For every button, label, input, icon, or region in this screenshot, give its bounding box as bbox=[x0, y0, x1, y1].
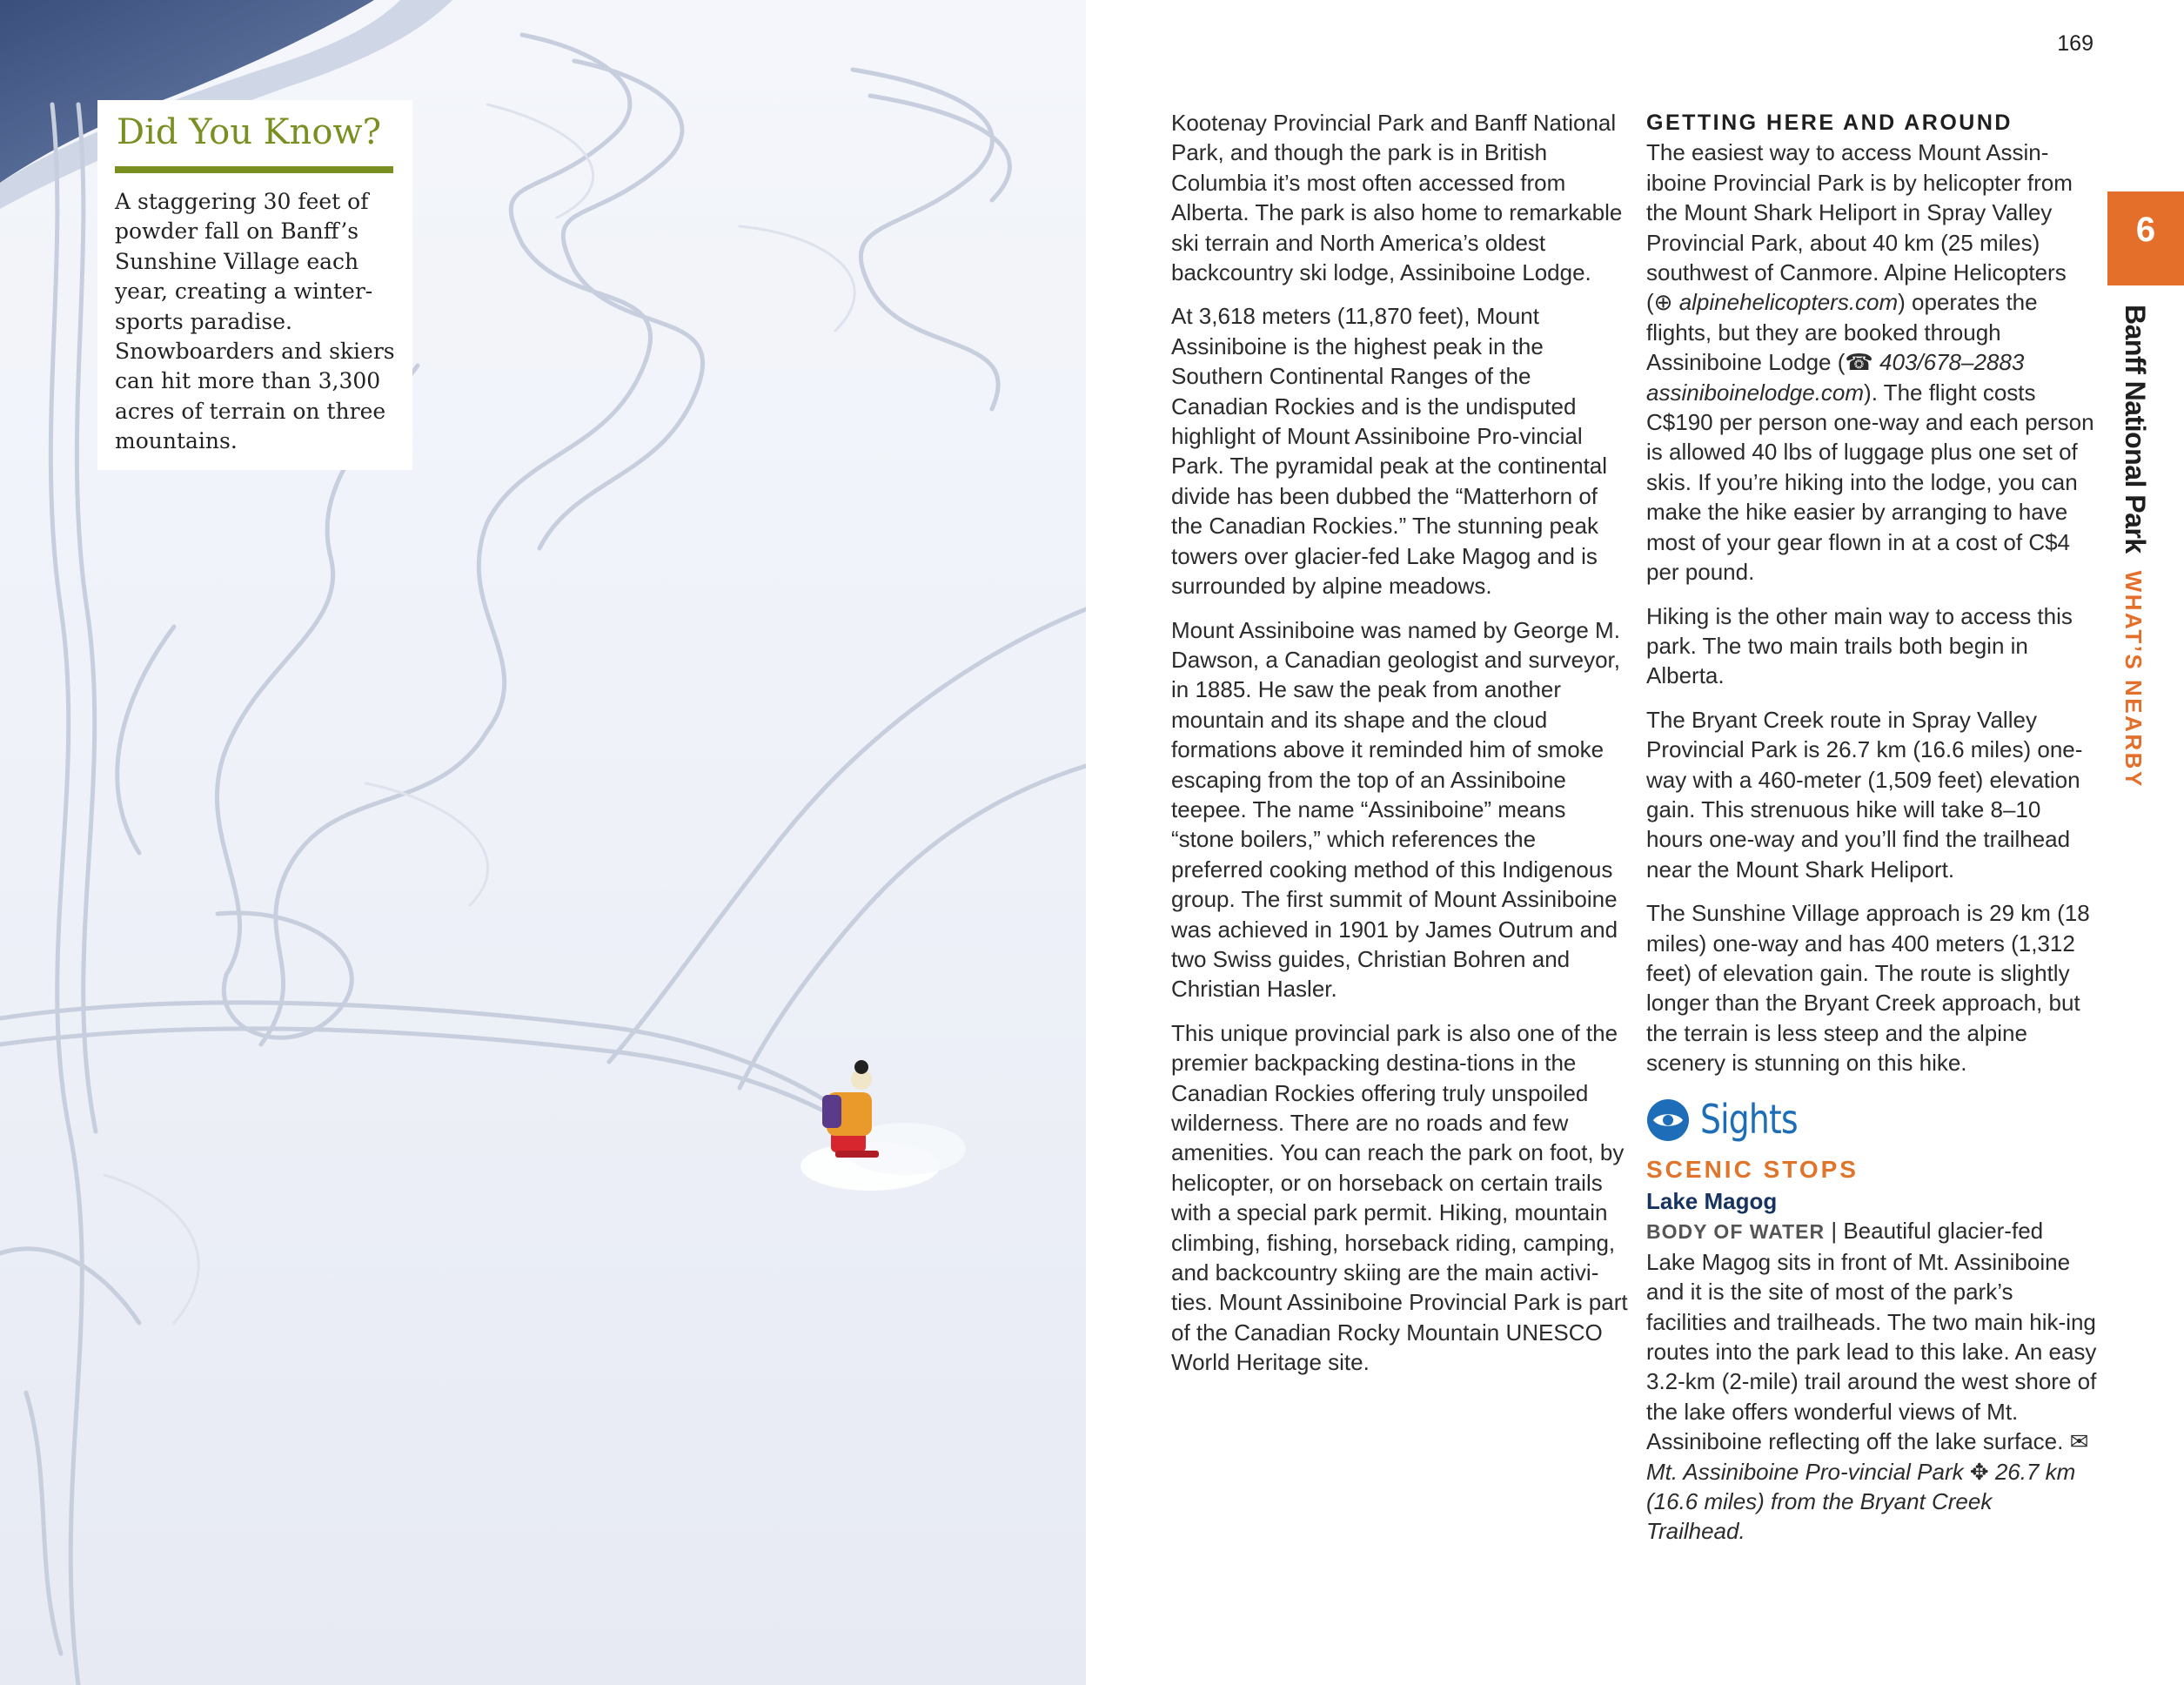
scenic-stops-heading: SCENIC STOPS bbox=[1646, 1155, 1859, 1183]
paragraph bbox=[1646, 138, 2097, 587]
paragraph: Hiking is the other main way to access this park. The two main trails both begin in Alberta. bbox=[1646, 602, 2073, 689]
paragraph-text: ) operates the flights, but they are booked through Assiniboine Lodge ( bbox=[1646, 289, 2038, 376]
paragraph: At 3,618 meters (11,870 feet), Mount Assiniboine is the highest peak in the Southern Continental Ranges of the Canadian Rockies and is the undisputed highlight of Mount Assiniboine Pro-vincial Park. The pyramidal peak at the continental divide has been dubbed the “Matterhorn of the Canadian Rockies.” The stunning peak towers over glacier-fed Lake Magog and is surrounded by alpine meadows. bbox=[1171, 303, 1608, 600]
section-heading: GETTING HERE AND AROUND bbox=[1646, 111, 2013, 135]
sights-heading bbox=[1646, 1092, 2097, 1148]
separator: | bbox=[1825, 1218, 1844, 1245]
running-head-title: Banff National Park bbox=[2120, 305, 2151, 554]
directions-icon: ✥ bbox=[1963, 1458, 1995, 1485]
running-head bbox=[2116, 305, 2156, 789]
chapter-tab bbox=[2107, 191, 2184, 285]
sights-title: Sights bbox=[1700, 1096, 1798, 1144]
paragraph: The Bryant Creek route in Spray Valley Provincial Park is 26.7 km (16.6 miles) one-way with a 460-meter (1,509 feet) elevation gain. This strenuous hike will take 8–10 hours one-way and you’ll find the trailhead near the Mount Shark Heliport. bbox=[1646, 706, 2083, 883]
eye-icon bbox=[1646, 1098, 1690, 1142]
phone-icon: ☎ bbox=[1845, 349, 1879, 376]
paragraph: This unique provincial park is also one of the premier backpacking destina-tions in the Canadian Rockies offering truly unspoiled wilderness. There are no roads and few amenities. You can reach the park on foot, by helicopter, or on horseback on certain trails with a special park permit. Hiking, mountain climbing, fishing, horseback riding, camping, and backcountry skiing are the main activi-ties. Mount Assiniboine Provincial Park is part of the Canadian Rocky Mountain UNESCO World Heritage site. bbox=[1171, 1019, 1628, 1376]
listing-name: Lake Magog bbox=[1646, 1188, 1778, 1214]
text-column-left bbox=[1171, 108, 1632, 1392]
did-you-know-title: Did You Know? bbox=[117, 112, 382, 152]
snow-slope-photo bbox=[0, 0, 1086, 1685]
listing-address: Mt. Assiniboine Pro-vincial Park bbox=[1646, 1458, 1964, 1485]
running-head-section: WHAT’S NEARBY bbox=[2120, 570, 2147, 789]
website-link[interactable]: assiniboinelodge.com bbox=[1646, 379, 1865, 406]
paragraph-text: ). The flight costs C$190 per person one-way and each person is allowed 40 lbs of luggage plus one set of skis. If you’re hiking into the lodge, you can make the hike easier by arranging to have most of your gear flown in at a cost of C$4 per pound. bbox=[1646, 379, 2094, 586]
paragraph: The Sunshine Village approach is 29 km (18 miles) one-way and has 400 meters (1,312 feet) of elevation gain. The route is slightly longer than the Bryant Creek approach, but the terrain is less steep and the alpine scenery is stunning on this hike. bbox=[1646, 900, 2090, 1077]
globe-icon: ⊕ bbox=[1653, 289, 1679, 316]
text-column-right bbox=[1646, 108, 2097, 1561]
page-number: 169 bbox=[2057, 31, 2094, 56]
listing-type: BODY OF WATER bbox=[1646, 1220, 1826, 1244]
listing-distance: 26.7 km (16.6 miles) from the Bryant Creek Trailhead. bbox=[1646, 1458, 2076, 1545]
paragraph: Mount Assiniboine was named by George M. Dawson, a Canadian geologist and surveyor, in 1885. He saw the peak from another mountain and its shape and the cloud formations above it reminded him of smoke escaping from the top of an Assiniboine teepee. The name “Assiniboine” means “stone boilers,” which references the preferred cooking method of this Indigenous group. The first summit of Mount Assiniboine was achieved in 1901 by James Outrum and two Swiss guides, Christian Bohren and Christian Hasler. bbox=[1171, 616, 1620, 1003]
listing-description bbox=[1646, 1216, 2097, 1546]
paragraph: Kootenay Provincial Park and Banff National Park, and though the park is in British Columbia it’s most often accessed from Alberta. The park is also home to remarkable ski terrain and North America’s oldest backcountry ski lodge, Assiniboine Lodge. bbox=[1171, 110, 1623, 286]
phone-number: 403/678–2883 bbox=[1879, 349, 2025, 376]
did-you-know-rule bbox=[115, 166, 393, 173]
mail-icon: ✉ bbox=[2069, 1428, 2089, 1455]
did-you-know-body: A staggering 30 feet of powder fall on Banff’s Sunshine Village each year, creating a winter-sports paradise. Snowboarders and skiers can hit more than 3,300 acres of terrain on three mountains. bbox=[115, 189, 395, 454]
listing-text: Beautiful glacier-fed Lake Magog sits in front of Mt. Assiniboine and it is the site of most of the park’s facilities and trailheads. The two main hik-ing routes into the park lead to this lake. An easy 3.2-km (2-mile) trail around the west shore of the lake offers wonderful views of Mt. Assiniboine reflecting off the lake surface. bbox=[1646, 1218, 2097, 1455]
website-link[interactable]: alpinehelicopters.com bbox=[1678, 289, 1899, 316]
did-you-know-box bbox=[97, 100, 412, 470]
chapter-number: 6 bbox=[2135, 211, 2156, 249]
paragraph-text: The easiest way to access Mount Assin-iboine Provincial Park is by helicopter from the Mount Shark Heliport in Spray Valley Provincial Park, about 40 km (25 miles) southwest of Canmore. Alpine Helicopters ( bbox=[1646, 139, 2073, 316]
